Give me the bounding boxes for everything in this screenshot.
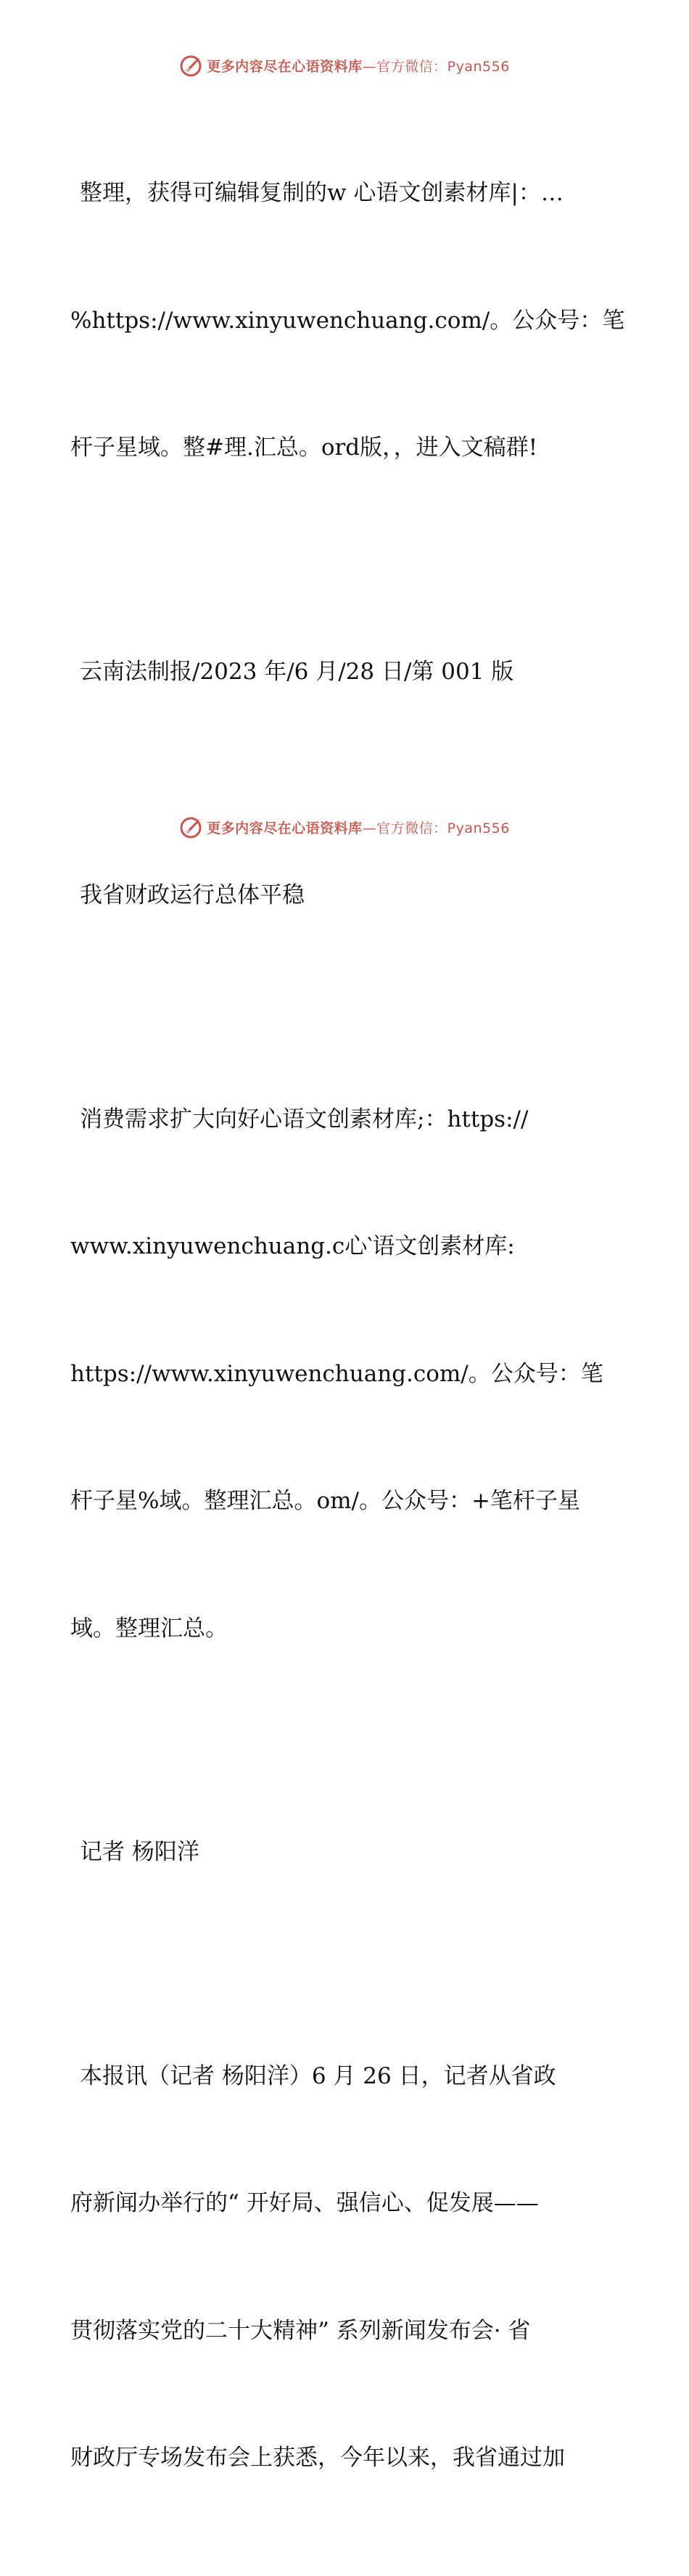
- footer-banner: [0, 812, 689, 841]
- article-body: [70, 87, 625, 2576]
- paragraph-lead: [70, 1970, 622, 2564]
- text-line: 府新闻办举行的“ 开好局、强信心、促发展——: [70, 2190, 539, 2216]
- paragraph-source: [70, 566, 622, 778]
- footer-banner-wechat: 官方微信：Pyan556: [376, 820, 510, 836]
- footer-banner-separator: —: [362, 820, 377, 836]
- text-line: https://www.xinyuwenchuang.com/。公众号：笔: [70, 1360, 603, 1387]
- text-line: 财政厅专场发布会上获悉，今年以来，我省通过加: [70, 2445, 565, 2471]
- text-line: www.xinyuwenchuang.c心‵语文创素材库:: [70, 1233, 515, 1259]
- article-subtitle: [70, 1013, 622, 1735]
- text-line: 贯彻落实党的二十大精神” 系列新闻发布会· 省: [70, 2317, 531, 2344]
- header-banner-slogan: 更多内容尽在心语资料库: [207, 58, 363, 75]
- footer-banner-slogan: 更多内容尽在心语资料库: [207, 820, 363, 836]
- title-line: 我省财政运行总体平稳: [80, 882, 305, 908]
- text-line: 杆子星域。整#理.汇总。ord版，，进入文稿群!: [70, 435, 538, 461]
- text-line: 域。整理汇总。: [70, 1615, 228, 1642]
- text-line: 整理，获得可编辑复制的w 心语文创素材库|：…: [80, 180, 564, 206]
- text-line: %https://www.xinyuwenchuang.com/。公众号：笔: [70, 307, 625, 334]
- quill-logo-icon: [179, 815, 204, 839]
- header-banner: [0, 51, 689, 80]
- byline-line: 记者 杨阳洋: [80, 1839, 199, 1865]
- header-banner-text: [207, 56, 510, 75]
- paragraph-intro: [70, 87, 625, 554]
- header-banner-wechat: 官方微信：Pyan556: [376, 58, 510, 75]
- text-line: 本报讯（记者 杨阳洋）6 月 26 日，记者从省政: [80, 2062, 556, 2089]
- quill-logo-icon: [179, 53, 204, 78]
- text-line: 消费需求扩大向好心语文创素材库;：https://: [80, 1106, 529, 1132]
- header-banner-separator: —: [362, 58, 377, 75]
- text-line: 杆子星%域。整理汇总。om/。公众号：+笔杆子星: [70, 1488, 580, 1514]
- footer-banner-text: [207, 818, 510, 837]
- source-line: 云南法制报/2023 年/6 月/28 日/第 001 版: [80, 658, 514, 685]
- byline: [70, 1746, 622, 1959]
